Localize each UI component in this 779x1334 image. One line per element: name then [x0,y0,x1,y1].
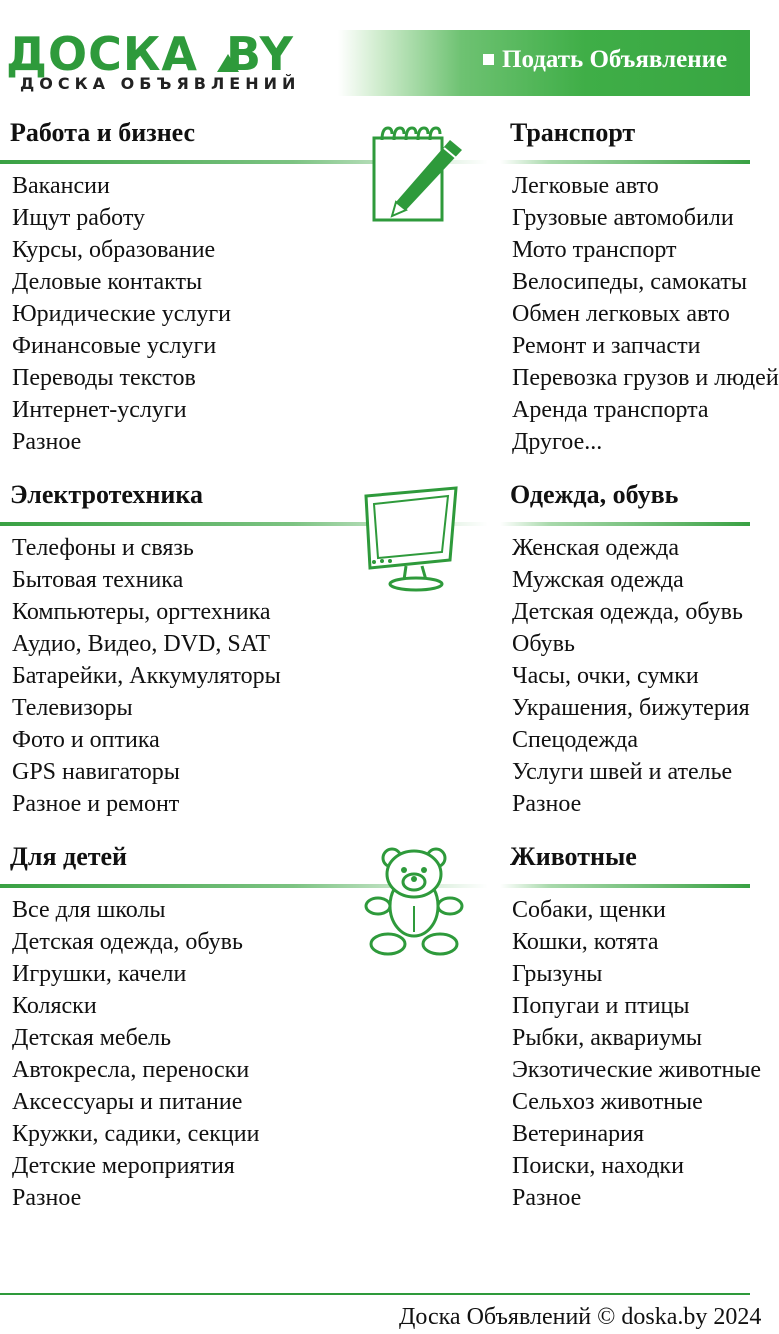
list-item[interactable]: Спецодежда [512,727,638,753]
monitor-icon [356,484,464,596]
list-item[interactable]: Женская одежда [512,535,680,561]
submit-ad-link[interactable] [483,46,727,74]
header [0,0,750,100]
list-item[interactable]: Часы, очки, сумки [512,663,699,689]
list-item[interactable]: Детские мероприятия [12,1153,235,1179]
list-item[interactable]: Телевизоры [12,695,133,721]
list-item[interactable]: GPS навигаторы [12,759,180,785]
list-item[interactable]: Грызуны [512,961,603,987]
list-item[interactable]: Финансовые услуги [12,333,217,359]
list-item[interactable]: Мужская одежда [512,567,684,593]
category-title[interactable]: Работа и бизнес [10,118,196,147]
list-item[interactable]: Детская одежда, обувь [512,599,743,625]
list-item[interactable]: Экзотические животные [512,1057,762,1083]
category-divider [500,884,750,888]
category-list [512,894,761,1214]
list-item[interactable]: Ищут работу [12,205,146,231]
category-title[interactable]: Электротехника [10,480,203,509]
list-item[interactable]: Аудио, Видео, DVD, SAT [12,631,271,657]
notepad-pencil-icon [368,122,468,224]
list-item[interactable]: Коляски [12,993,97,1019]
category-divider [500,522,750,526]
category-title[interactable]: Одежда, обувь [510,480,679,509]
list-item[interactable]: Грузовые автомобили [512,205,734,231]
teddy-bear-icon [362,844,466,958]
list-item[interactable]: Попугаи и птицы [512,993,690,1019]
list-item[interactable]: Деловые контакты [12,269,203,295]
list-item[interactable]: Бытовая техника [12,567,184,593]
category-divider [500,160,750,164]
category-list [512,532,750,820]
list-item[interactable]: Другое... [512,429,603,455]
list-item[interactable]: Фото и оптика [12,727,160,753]
list-item[interactable]: Поиски, находки [512,1153,684,1179]
category-title[interactable]: Животные [510,842,637,871]
category-title[interactable]: Транспорт [510,118,636,147]
list-item[interactable]: Ветеринария [512,1121,645,1147]
list-item[interactable]: Перевозка грузов и людей [512,365,779,391]
site-logo[interactable] [2,26,332,96]
submit-ad-label: Подать Объявление [502,46,728,73]
category-title[interactable]: Для детей [10,842,128,871]
list-item[interactable]: Кружки, садики, секции [12,1121,260,1147]
submit-ad-bar [338,30,750,96]
category-list [12,532,281,820]
list-item[interactable]: Ремонт и запчасти [512,333,701,359]
list-item[interactable]: Велосипеды, самокаты [512,269,747,295]
list-item[interactable]: Разное [12,1185,82,1211]
list-item[interactable]: Вакансии [12,173,110,199]
list-item[interactable]: Курсы, образование [12,237,216,263]
list-item[interactable]: Украшения, бижутерия [512,695,750,721]
list-item[interactable]: Собаки, щенки [512,897,666,923]
square-bullet-icon [483,54,494,65]
logo-text: ДОСКА BY [6,27,294,81]
list-item[interactable]: Батарейки, Аккумуляторы [12,663,281,689]
list-item[interactable]: Разное [512,791,582,817]
list-item[interactable]: Аксессуары и питание [12,1089,243,1115]
category-list [12,170,231,458]
list-item[interactable]: Телефоны и связь [12,535,194,561]
footer-divider [0,1293,750,1295]
list-item[interactable]: Все для школы [12,897,166,923]
list-item[interactable]: Обувь [512,631,575,657]
list-item[interactable]: Кошки, котята [512,929,659,955]
list-item[interactable]: Автокресла, переноски [12,1057,250,1083]
footer-copyright: Доска Объявлений © doska.by 2024 [399,1304,762,1330]
list-item[interactable]: Компьютеры, оргтехника [12,599,271,625]
list-item[interactable]: Интернет-услуги [12,397,187,423]
category-list [12,894,259,1214]
logo-triangle-icon [217,54,239,72]
category-list [512,170,779,458]
list-item[interactable]: Разное и ремонт [12,791,180,817]
logo-tagline: ДОСКА ОБЪЯВЛЕНИЙ [20,74,301,93]
list-item[interactable]: Разное [12,429,82,455]
list-item[interactable]: Услуги швей и ателье [512,759,733,785]
list-item[interactable]: Детская одежда, обувь [12,929,243,955]
list-item[interactable]: Разное [512,1185,582,1211]
list-item[interactable]: Юридические услуги [12,301,232,327]
list-item[interactable]: Детская мебель [12,1025,172,1051]
list-item[interactable]: Переводы текстов [12,365,196,391]
list-item[interactable]: Аренда транспорта [512,397,709,423]
list-item[interactable]: Игрушки, качели [12,961,187,987]
list-item[interactable]: Сельхоз животные [512,1089,703,1115]
list-item[interactable]: Обмен легковых авто [512,301,730,327]
list-item[interactable]: Рыбки, аквариумы [512,1025,703,1051]
list-item[interactable]: Мото транспорт [512,237,677,263]
list-item[interactable]: Легковые авто [512,173,659,199]
